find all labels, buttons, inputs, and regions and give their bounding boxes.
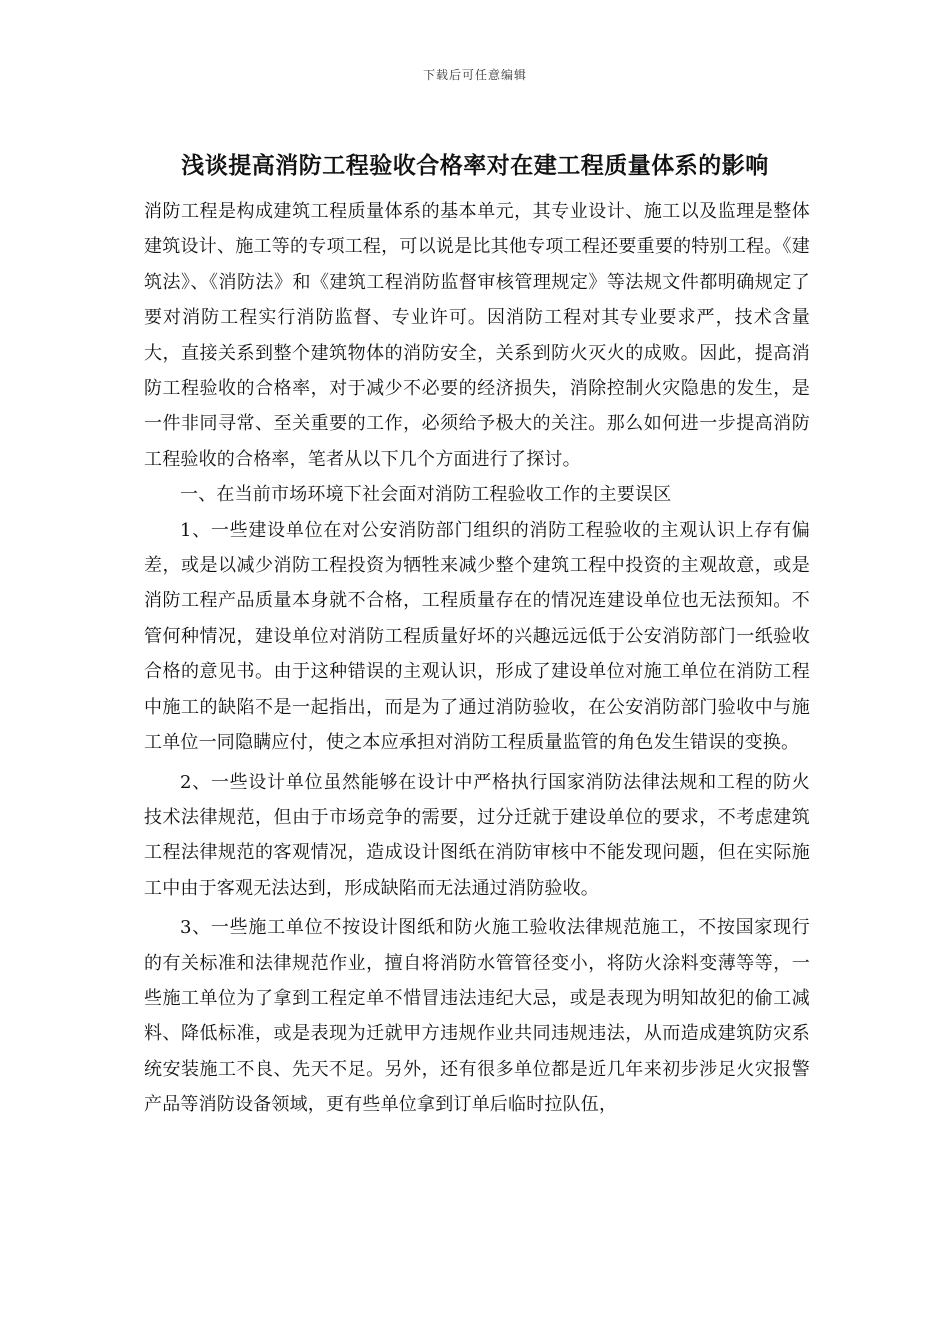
document-body	[144, 194, 810, 1123]
paragraph-item-3: 3、一些施工单位不按设计图纸和防火施工验收法律规范施工，不按国家现行的有关标准和法律规范作业，擅自将消防水管管径变小，将防火涂料变薄等等，一些施工单位为了拿到工程定单不惜冒违法违纪大忌，或是表现为明知故犯的偷工减料、降低标准，或是表现为迁就甲方违规作业共同违规违法，从而造成建筑防灾系统安装施工不良、先天不足。另外，还有很多单位都是近几年来初步涉足火灾报警产品等消防设备领域，更有些单位拿到订单后临时拉队伍，	[144, 917, 810, 1116]
header-note: 下载后可任意编辑	[422, 68, 527, 82]
paragraph-item-1: 1、一些建设单位在对公安消防部门组织的消防工程验收的主观认识上存有偏差，或是以减少消防工程投资为牺牲来减少整个建筑工程中投资的主观故意，或是消防工程产品质量本身就不合格，工程质量存在的情况连建设单位也无法预知。不管何种情况，建设单位对消防工程质量好坏的兴趣远远低于公安消防部门一纸验收合格的意见书。由于这种错误的主观认识，形成了建设单位对施工单位在消防工程中施工的缺陷不是一起指出，而是为了通过消防验收，在公安消防部门验收中与施工单位一同隐瞒应付，使之本应承担对消防工程质量监管的角色发生错误的变换。	[144, 519, 810, 754]
section-heading: 一、在当前市场环境下社会面对消防工程验收工作的主要误区	[180, 484, 672, 506]
paragraph-intro: 消防工程是构成建筑工程质量体系的基本单元，其专业设计、施工以及监理是整体建筑设计、施工等的专项工程，可以说是比其他专项工程还要重要的特别工程。《建筑法》、《消防法》和《建筑工程消防监督审核管理规定》等法规文件都明确规定了要对消防工程实行消防监督、专业许可。因消防工程对其专业要求严，技术含量大，直接关系到整个建筑物体的消防安全，关系到防火灭火的成败。因此，提高消防工程验收的合格率，对于减少不必要的经济损失，消除控制火灾隐患的发生，是一件非同寻常、至关重要的工作，必须给予极大的关注。那么如何进一步提高消防工程验收的合格率，笔者从以下几个方面进行了探讨。	[144, 201, 810, 470]
document-title: 浅谈提高消防工程验收合格率对在建工程质量体系的影响	[181, 152, 769, 179]
paragraph-item-2: 2、一些设计单位虽然能够在设计中严格执行国家消防法律法规和工程的防火技术法律规范，但由于市场竞争的需要，过分迁就于建设单位的要求，不考虑建筑工程法律规范的客观情况，造成设计图纸在消防审核中不能发现问题，但在实际施工中由于客观无法达到，形成缺陷而无法通过消防验收。	[144, 771, 810, 899]
